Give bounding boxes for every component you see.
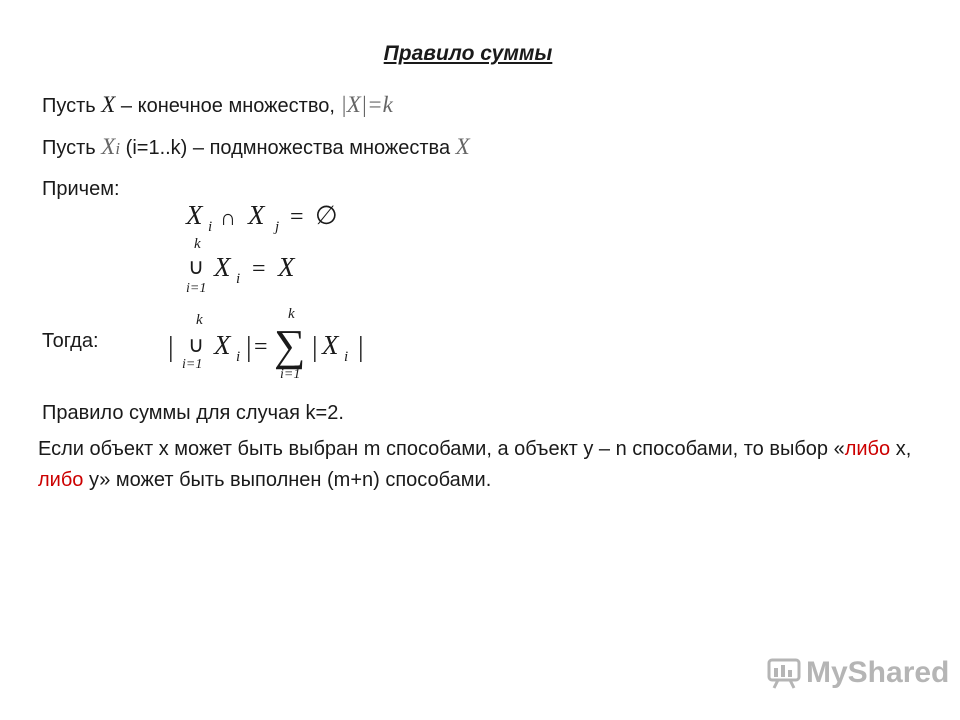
formula-union <box>180 234 320 298</box>
definition-line-2 <box>42 134 470 160</box>
paragraph-part-2: х, <box>890 438 912 460</box>
watermark-text: MyShared <box>806 656 950 689</box>
intersection-x-j: X <box>248 200 265 230</box>
union-x-i: X <box>214 252 231 282</box>
line1-var: X <box>101 92 116 117</box>
union-operator: ∪ <box>188 254 205 279</box>
sum-bar-right-close: | <box>358 332 364 363</box>
line2-text: (i=1..k) – подмножества множества <box>125 137 451 159</box>
myshared-logo-icon <box>766 656 802 692</box>
sum-x-i: X <box>214 330 231 360</box>
sum-bar-right-open: | <box>312 332 318 363</box>
sum-sub-i: i <box>236 349 241 365</box>
rule-paragraph <box>38 434 918 496</box>
sum-rhs-sub-i: i <box>344 349 349 365</box>
line2-var-sub: i <box>115 139 121 158</box>
line1-text: – конечное множество, <box>120 95 335 117</box>
empty-set-symbol: ∅ <box>315 201 338 230</box>
sum-union-operator: ∪ <box>188 332 205 357</box>
sigma-lower: i=1 <box>280 367 301 382</box>
sum-equals: = <box>254 334 268 360</box>
intersection-sub-i: i <box>208 219 213 235</box>
line2-var: Xi <box>101 134 121 159</box>
intersection-sub-j: j <box>275 219 280 235</box>
intersection-equals: = <box>290 204 304 230</box>
line1-formula: |X|=k <box>340 92 393 117</box>
union-lower-limit: i=1 <box>186 281 207 296</box>
sum-union-upper: k <box>196 312 203 328</box>
paragraph-part-3: у» может быть выполнен (m+n) способами. <box>83 469 492 491</box>
line2-var2: X <box>455 134 470 159</box>
sigma-symbol: ∑ <box>274 321 306 370</box>
sum-bar-middle: | <box>246 332 252 363</box>
line1-prefix: Пусть <box>42 95 96 117</box>
union-upper-limit: k <box>194 236 201 252</box>
definition-line-1 <box>42 92 393 118</box>
conclusion-label: Тогда: <box>42 330 99 352</box>
condition-label: Причем: <box>42 178 120 200</box>
sum-bar-left: | <box>168 332 174 363</box>
sum-rhs-x-i: X <box>322 330 339 360</box>
either-highlight-1: либо <box>844 438 891 460</box>
intersection-x-i: X <box>186 200 203 230</box>
line2-prefix: Пусть <box>42 137 96 159</box>
intersection-operator: ∩ <box>220 205 236 230</box>
rule-case-heading: Правило суммы для случая k=2. <box>42 402 344 424</box>
page-title: Правило суммы <box>383 42 553 65</box>
union-sub-i: i <box>236 271 241 287</box>
sum-union-lower: i=1 <box>182 357 203 372</box>
union-rhs: X <box>278 252 295 282</box>
formula-sum <box>162 304 382 384</box>
union-equals: = <box>252 256 266 282</box>
sigma-upper: k <box>288 306 295 322</box>
either-highlight-2: либо <box>38 469 84 491</box>
paragraph-part-1: Если объект х может быть выбран m способами, а объект у – n способами, то выбор « <box>38 438 845 460</box>
